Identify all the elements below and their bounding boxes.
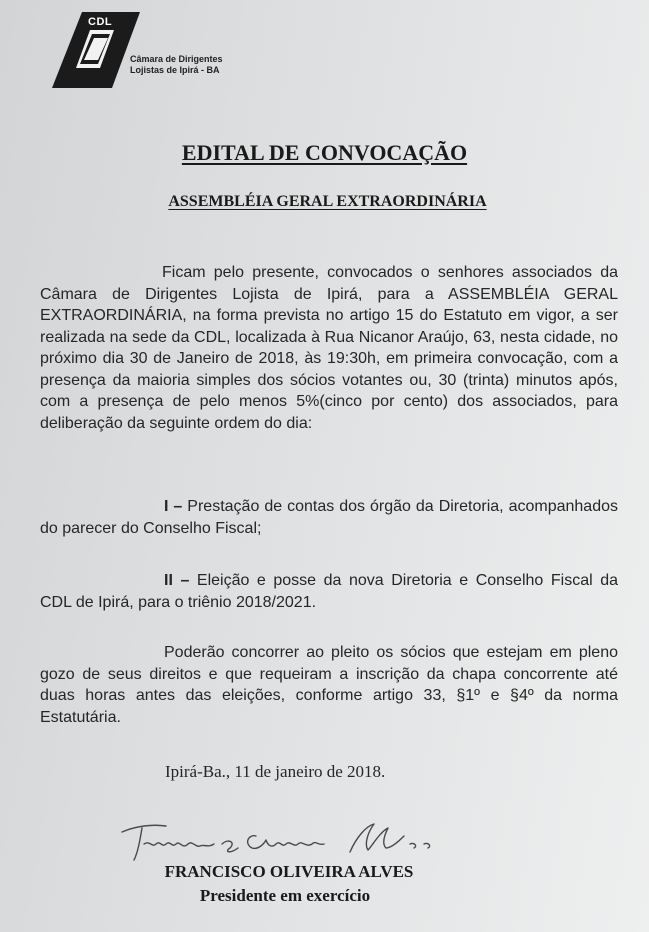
agenda-item-1 bbox=[40, 496, 618, 539]
agenda-item-2-number: II – bbox=[164, 572, 190, 589]
agenda-item-1-text: Prestação de contas dos órgão da Diretoria, acompanhados do parecer do Conselho Fiscal; bbox=[40, 498, 618, 537]
logo-abbreviation: CDL bbox=[88, 16, 113, 28]
handwritten-signature bbox=[118, 818, 448, 864]
closing-paragraph: Poderão concorrer ao pleito os sócios que estejam em pleno gozo de seus direitos e que requeiram a inscrição da chapa concorrente até duas horas antes das eleições, conforme artigo 33, §1º e §4º da norma Estatutária. bbox=[40, 644, 618, 726]
date-line: Ipirá-Ba., 11 de janeiro de 2018. bbox=[165, 762, 386, 781]
agenda-item-2 bbox=[40, 570, 618, 613]
agenda-item-1-number: I – bbox=[164, 498, 183, 515]
signer-role: Presidente em exercício bbox=[199, 886, 371, 905]
logo-org-name-line1: Câmara de Dirigentes bbox=[130, 54, 223, 64]
signer-name: FRANCISCO OLIVEIRA ALVES bbox=[164, 862, 414, 881]
logo-org-name-line2: Lojistas de Ipirá - BA bbox=[130, 65, 220, 75]
document-subtitle: ASSEMBLÉIA GERAL EXTRAORDINÁRIA bbox=[168, 193, 487, 210]
cdl-logo bbox=[52, 12, 252, 92]
agenda-item-2-text: Eleição e posse da nova Diretoria e Conselho Fiscal da CDL de Ipirá, para o triênio 2018/2021. bbox=[40, 572, 618, 611]
intro-paragraph: Ficam pelo presente, convocados o senhores associados da Câmara de Dirigentes Lojista de Ipirá, para a ASSEMBLÉIA GERAL EXTRAORDINÁRIA, na forma prevista no artigo 15 do Estatuto em vigor, a ser realizada na sede da CDL, localizada à Rua Nicanor Araújo, 63, nesta cidade, no próximo dia 30 de Janeiro de 2018, às 19:30h, em primeira convocação, com a presença da maioria simples dos sócios votantes ou, 30 (trinta) minutos após, com a presença de pelo menos 5%(cinco por cento) dos associados, para deliberação da seguinte ordem do dia: bbox=[40, 264, 618, 432]
document-title: EDITAL DE CONVOCAÇÃO bbox=[181, 140, 468, 165]
